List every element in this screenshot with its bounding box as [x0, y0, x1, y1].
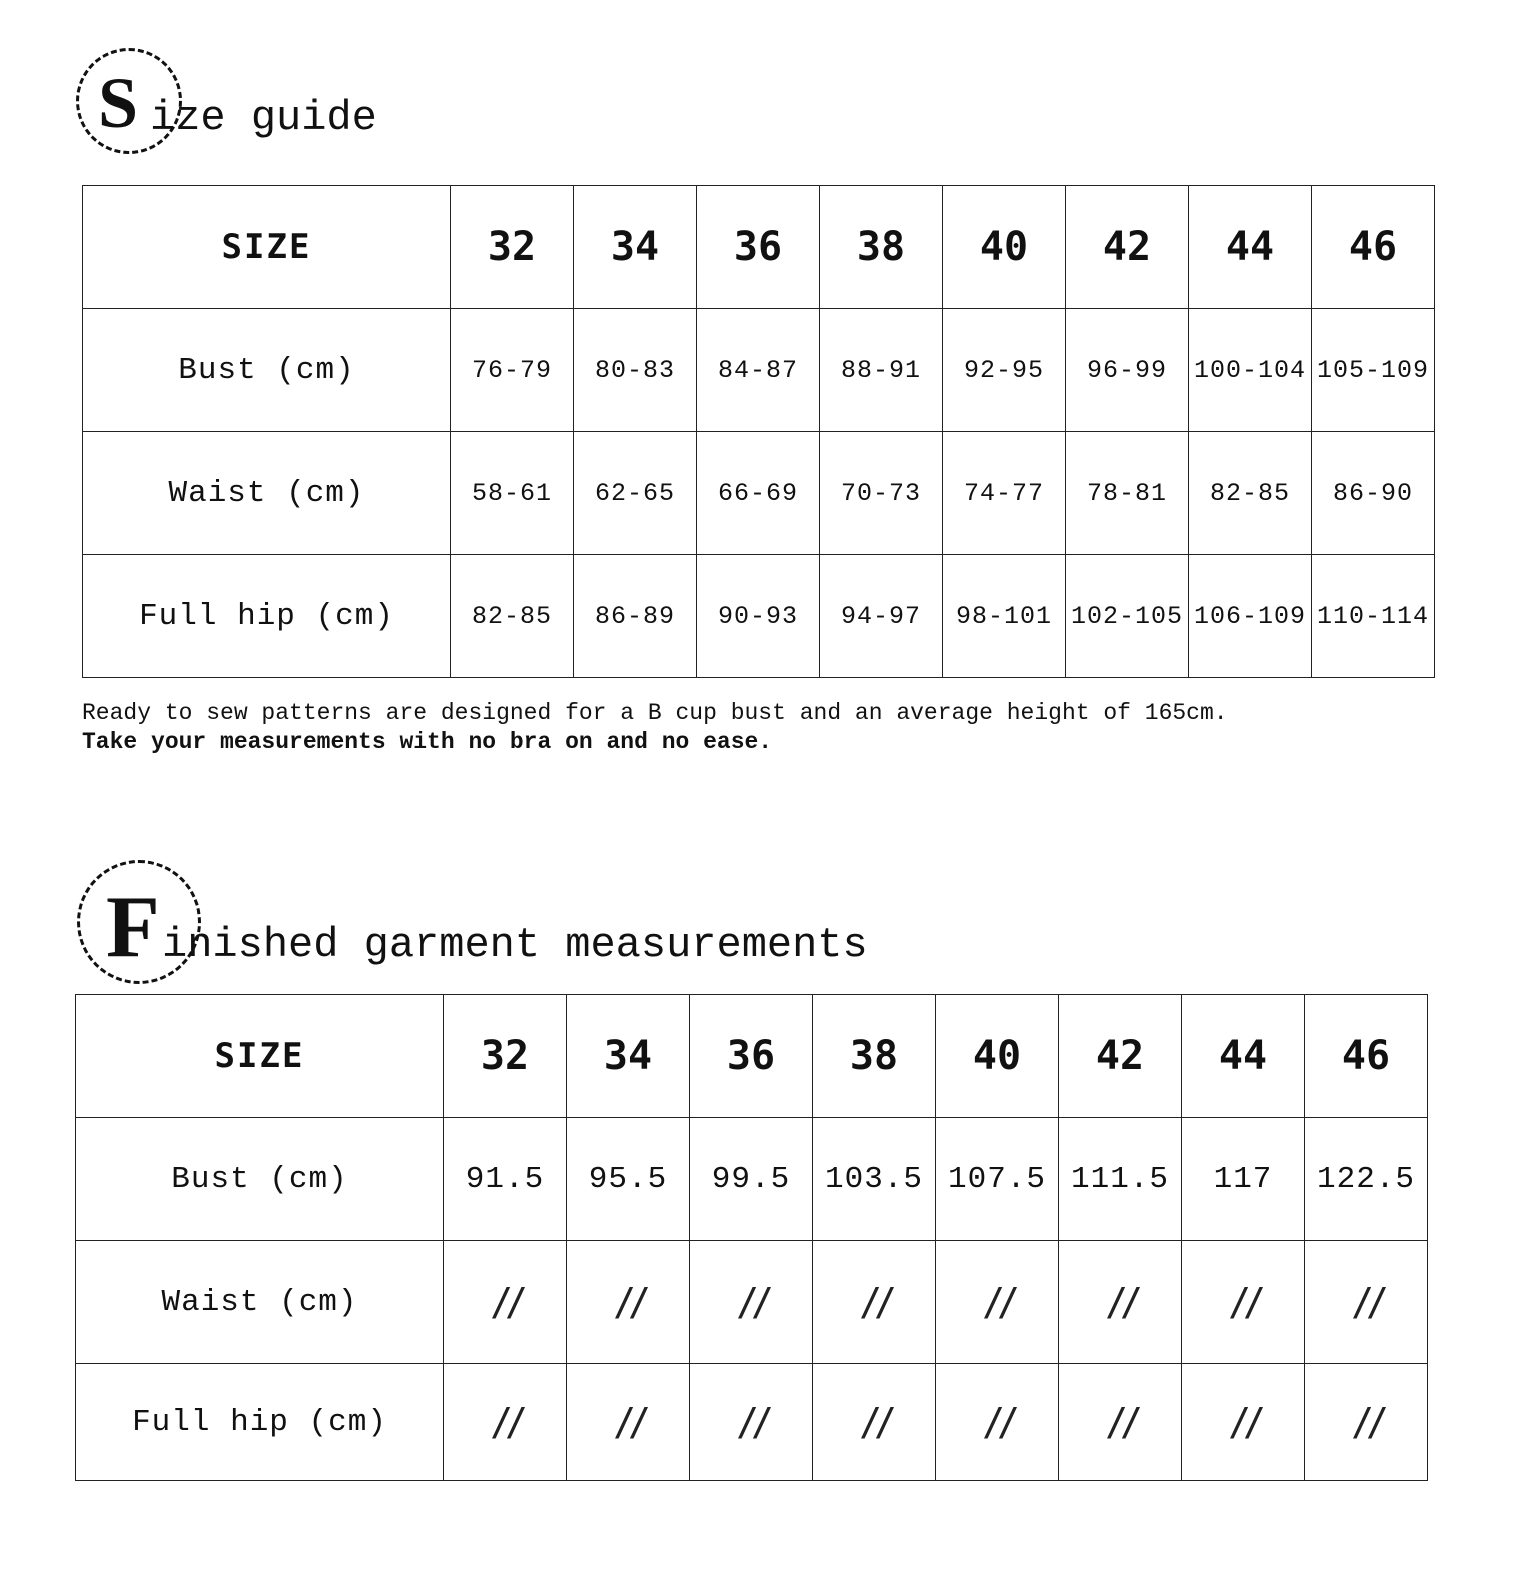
- size-34: 34: [574, 186, 697, 309]
- row-label-bust: Bust (cm): [76, 1118, 444, 1241]
- table-cell: 62-65: [574, 432, 697, 555]
- table-cell: 88-91: [820, 309, 943, 432]
- table-cell: 95.5: [567, 1118, 690, 1241]
- not-applicable-mark: //: [444, 1241, 567, 1364]
- table-cell: 105-109: [1312, 309, 1435, 432]
- not-applicable-mark: //: [1182, 1364, 1305, 1481]
- size-36: 36: [690, 995, 813, 1118]
- not-applicable-mark: //: [1182, 1241, 1305, 1364]
- table-cell: 94-97: [820, 555, 943, 678]
- title-initial: F: [106, 879, 160, 976]
- size-46: 46: [1312, 186, 1435, 309]
- size-guide-title: [74, 45, 494, 165]
- table-cell: 100-104: [1189, 309, 1312, 432]
- table-cell: 91.5: [444, 1118, 567, 1241]
- not-applicable-mark: //: [813, 1364, 936, 1481]
- not-applicable-mark: //: [567, 1241, 690, 1364]
- size-note-bold: Take your measurements with no bra on and no ease.: [82, 729, 773, 755]
- table-cell: 76-79: [451, 309, 574, 432]
- not-applicable-mark: //: [936, 1241, 1059, 1364]
- table-cell: 90-93: [697, 555, 820, 678]
- size-42: 42: [1059, 995, 1182, 1118]
- not-applicable-mark: //: [813, 1241, 936, 1364]
- table-header-row: [76, 995, 1428, 1118]
- size-44: 44: [1189, 186, 1312, 309]
- table-row: [83, 432, 1435, 555]
- title-text: ize guide: [150, 94, 377, 142]
- table-cell: 86-90: [1312, 432, 1435, 555]
- size-note: Ready to sew patterns are designed for a B cup bust and an average height of 165cm.: [82, 700, 1228, 726]
- table-row: [76, 1118, 1428, 1241]
- table-row: [83, 555, 1435, 678]
- table-cell: 117: [1182, 1118, 1305, 1241]
- table-cell: 99.5: [690, 1118, 813, 1241]
- table-cell: 92-95: [943, 309, 1066, 432]
- not-applicable-mark: //: [567, 1364, 690, 1481]
- table-cell: 86-89: [574, 555, 697, 678]
- not-applicable-mark: //: [444, 1364, 567, 1481]
- not-applicable-mark: //: [1305, 1241, 1428, 1364]
- table-row: [76, 1364, 1428, 1481]
- size-40: 40: [943, 186, 1066, 309]
- row-label-full-hip: Full hip (cm): [83, 555, 451, 678]
- row-label-bust: Bust (cm): [83, 309, 451, 432]
- size-38: 38: [813, 995, 936, 1118]
- size-32: 32: [444, 995, 567, 1118]
- table-cell: 98-101: [943, 555, 1066, 678]
- not-applicable-mark: //: [1059, 1241, 1182, 1364]
- table-cell: 110-114: [1312, 555, 1435, 678]
- table-cell: 122.5: [1305, 1118, 1428, 1241]
- table-cell: 70-73: [820, 432, 943, 555]
- not-applicable-mark: //: [690, 1364, 813, 1481]
- table-header-row: [83, 186, 1435, 309]
- finished-measurements-table: [75, 994, 1428, 1481]
- table-cell: 107.5: [936, 1118, 1059, 1241]
- size-34: 34: [567, 995, 690, 1118]
- table-cell: 82-85: [1189, 432, 1312, 555]
- size-44: 44: [1182, 995, 1305, 1118]
- row-label-full-hip: Full hip (cm): [76, 1364, 444, 1481]
- table-row: [83, 309, 1435, 432]
- table-cell: 96-99: [1066, 309, 1189, 432]
- size-38: 38: [820, 186, 943, 309]
- table-cell: 106-109: [1189, 555, 1312, 678]
- table-cell: 66-69: [697, 432, 820, 555]
- not-applicable-mark: //: [936, 1364, 1059, 1481]
- row-label-waist: Waist (cm): [76, 1241, 444, 1364]
- not-applicable-mark: //: [690, 1241, 813, 1364]
- table-cell: 103.5: [813, 1118, 936, 1241]
- table-cell: 82-85: [451, 555, 574, 678]
- not-applicable-mark: //: [1305, 1364, 1428, 1481]
- table-cell: 84-87: [697, 309, 820, 432]
- table-cell: 80-83: [574, 309, 697, 432]
- table-cell: 74-77: [943, 432, 1066, 555]
- not-applicable-mark: //: [1059, 1364, 1182, 1481]
- title-initial: S: [98, 63, 139, 143]
- table-cell: 78-81: [1066, 432, 1189, 555]
- finished-title: [74, 856, 954, 976]
- size-guide-table: [82, 185, 1435, 678]
- table-cell: 111.5: [1059, 1118, 1182, 1241]
- size-header: SIZE: [76, 995, 444, 1118]
- size-36: 36: [697, 186, 820, 309]
- table-cell: 102-105: [1066, 555, 1189, 678]
- size-42: 42: [1066, 186, 1189, 309]
- size-46: 46: [1305, 995, 1428, 1118]
- table-cell: 58-61: [451, 432, 574, 555]
- size-header: SIZE: [83, 186, 451, 309]
- size-32: 32: [451, 186, 574, 309]
- row-label-waist: Waist (cm): [83, 432, 451, 555]
- table-row: [76, 1241, 1428, 1364]
- size-40: 40: [936, 995, 1059, 1118]
- title-text: inished garment measurements: [162, 921, 868, 969]
